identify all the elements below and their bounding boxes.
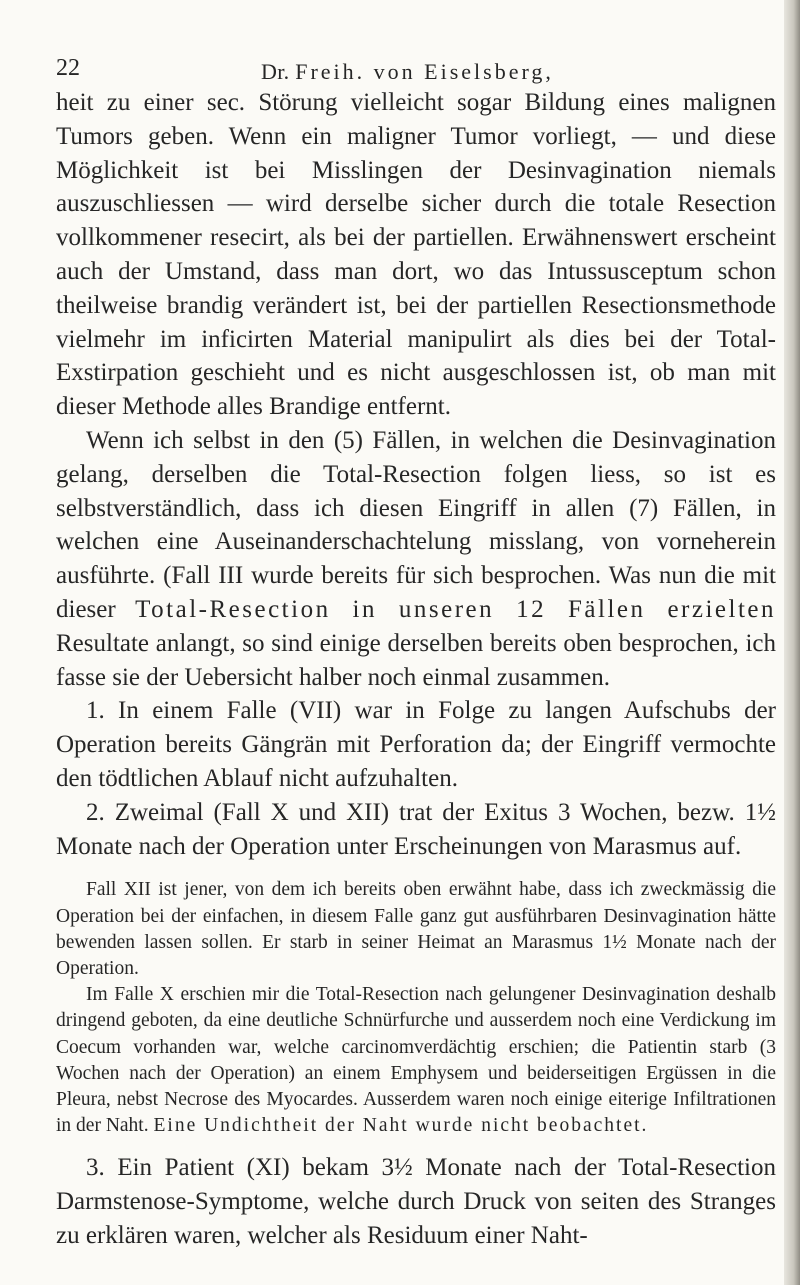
paragraph-text: Wenn ich selbst in den (5) Fällen, in welchen die Desinvagination gelang, derselben die Total-Resection folgen liess, so ist es selbstverständlich, dass ich diesen Eingriff in allen (7) Fällen, in welchen eine Auseinanderschachtelung misslang, von vorneherein ausführte. (Fall III wurde bereits für sich besprochen. Was nun die mit dieser — [56, 426, 776, 623]
note-text: Im Falle X erschien mir die Total-Resection nach gelungener Desinvagination deshalb dringend geboten, da eine deutliche Schnürfurche und ausserdem noch eine Verdickung im Coecum vorhanden war, welche carcinomverdächtig erschien; die Patientin starb (3 Wochen nach der Operation) an einem Emphysem und beiderseitigen Ergüssen in die Pleura, nebst Necrose des Myocardes. Ausserdem waren noch einige eiterige Infiltrationen in der Naht. — [56, 984, 776, 1137]
running-head-author: Freih. von Eiselsberg, — [295, 59, 554, 84]
emphasized-text: Eine Undichtheit der Naht wurde nicht beobachtet. — [153, 1115, 649, 1137]
paragraph-total-resection — [56, 424, 776, 694]
running-head-prefix: Dr. — [261, 59, 296, 84]
emphasized-text: Total-Resection in unseren 12 Fällen erzielten — [135, 595, 776, 623]
note-fall-x — [56, 982, 776, 1139]
paragraph-continuation: heit zu einer sec. Störung vielleicht sogar Bildung eines malignen Tumors geben. Wenn ein maligner Tumor vorliegt, — und diese Möglichkeit ist bei Misslingen der Desinvagination niemals auszuschliessen — wird derselbe sicher durch die totale Resection vollkommener resecirt, als bei der partiellen. Erwähnenswert erscheint auch der Umstand, dass man dort, wo das Intussusceptum schon theilweise brandig verändert ist, bei der partiellen Resectionsmethode vielmehr im inficirten Material manipulirt als dies bei der Total-Exstirpation geschieht und es nicht ausgeschlossen ist, ob man mit dieser Methode alles Brandige entfernt. — [56, 89, 776, 421]
running-head — [261, 59, 554, 85]
page-body — [56, 86, 776, 1253]
list-item-2: 2. Zweimal (Fall X und XII) trat der Exitus 3 Wochen, bezw. 1½ Monate nach der Operation unter Erscheinungen von Marasmus auf. — [56, 798, 776, 860]
page-number: 22 — [56, 55, 80, 81]
page-edge-shadow — [784, 0, 800, 1285]
paragraph-text: Resultate anlangt, so sind einige derselben bereits oben besprochen, ich fasse sie der Uebersicht halber noch einmal zusammen. — [56, 629, 776, 691]
spacer — [56, 1139, 776, 1151]
list-item-1: 1. In einem Falle (VII) war in Folge zu langen Aufschubs der Operation bereits Gängrän mit Perforation da; der Eingriff vermochte den tödtlichen Ablauf nicht aufzuhalten. — [56, 697, 776, 792]
list-item-3: 3. Ein Patient (XI) bekam 3½ Monate nach der Total-Resection Darmstenose-Symptome, welche durch Druck von seiten des Stranges zu erklären waren, welcher als Residuum einer Naht- — [56, 1154, 776, 1249]
note-fall-xii: Fall XII ist jener, von dem ich bereits oben erwähnt habe, dass ich zweckmässig die Operation bei der einfachen, in diesem Falle ganz gut ausführbaren Desinvagination hätte bewenden lassen sollen. Er starb in seiner Heimat an Marasmus 1½ Monate nach der Operation. — [56, 879, 776, 979]
